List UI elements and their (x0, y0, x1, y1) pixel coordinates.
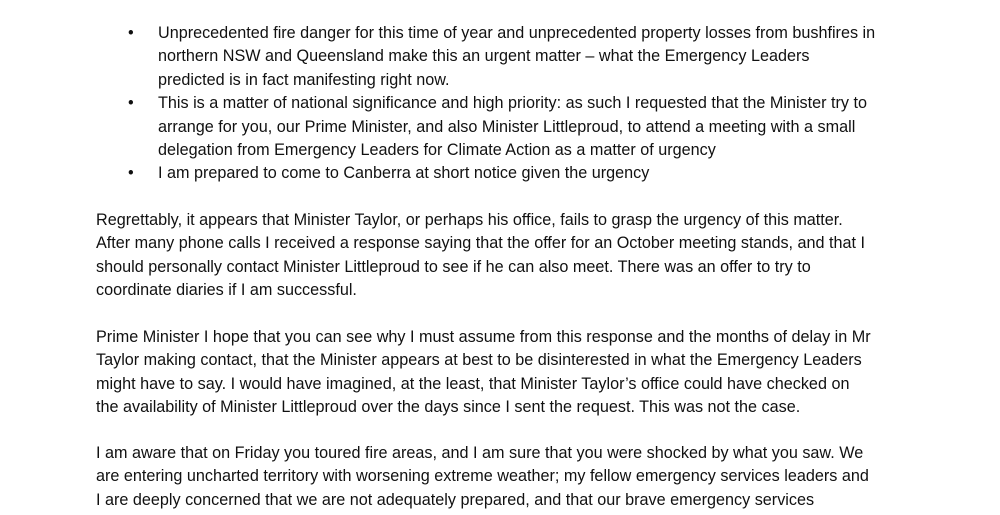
text-line: might have to say. I would have imagined, at the least, that Minister Taylor’s office could have checked on (96, 374, 850, 393)
bullet-item-3 (0, 162, 958, 185)
paragraph-fire-areas (96, 442, 869, 512)
bullet-marker: • (128, 94, 134, 113)
text-line: After many phone calls I received a response saying that the offer for an October meeting stands, and that I (96, 234, 866, 253)
bullet-list (0, 22, 958, 186)
text-line: should personally contact Minister Littleproud to see if he can also meet. There was an offer to try to (96, 257, 811, 276)
text-line: I am aware that on Friday you toured fire areas, and I am sure that you were shocked by what you saw. We (96, 444, 864, 462)
text-line: This is a matter of national significance and high priority: as such I requested that the Minister try to (158, 94, 868, 113)
text-line: northern NSW and Queensland make this an urgent matter – what the Emergency Leaders (158, 47, 810, 66)
text-line: Regrettably, it appears that Minister Taylor, or perhaps his office, fails to grasp the urgency of this matter. (96, 211, 843, 229)
text-line: Prime Minister I hope that you can see why I must assume from this response and the months of delay in Mr (96, 328, 871, 346)
paragraph-prime-minister (96, 326, 871, 420)
paragraph-minister-taylor (96, 209, 865, 303)
bullet-item-2 (0, 92, 958, 162)
text-line: are entering uncharted territory with worsening extreme weather; my fellow emergency services leaders and (96, 467, 869, 486)
text-line: the availability of Minister Littleproud over the days since I sent the request. This was not the case. (96, 398, 801, 417)
text-line: delegation from Emergency Leaders for Climate Action as a matter of urgency (158, 141, 716, 160)
bullet-item-1 (0, 22, 958, 92)
text-line: Unprecedented fire danger for this time of year and unprecedented property losses from bushfires in (158, 24, 876, 42)
text-line: I are deeply concerned that we are not adequately prepared, and that our brave emergency services (96, 490, 815, 509)
bullet-marker: • (128, 164, 134, 183)
text-line: I am prepared to come to Canberra at short notice given the urgency (158, 164, 650, 183)
text-line: coordinate diaries if I am successful. (96, 281, 357, 300)
text-line: Taylor making contact, that the Minister appears at best to be disinterested in what the Emergency Leaders (96, 351, 862, 370)
text-line: arrange for you, our Prime Minister, and also Minister Littleproud, to attend a meeting with a small (158, 117, 856, 136)
bullet-marker: • (128, 24, 134, 42)
text-line: predicted is in fact manifesting right now. (158, 70, 450, 89)
